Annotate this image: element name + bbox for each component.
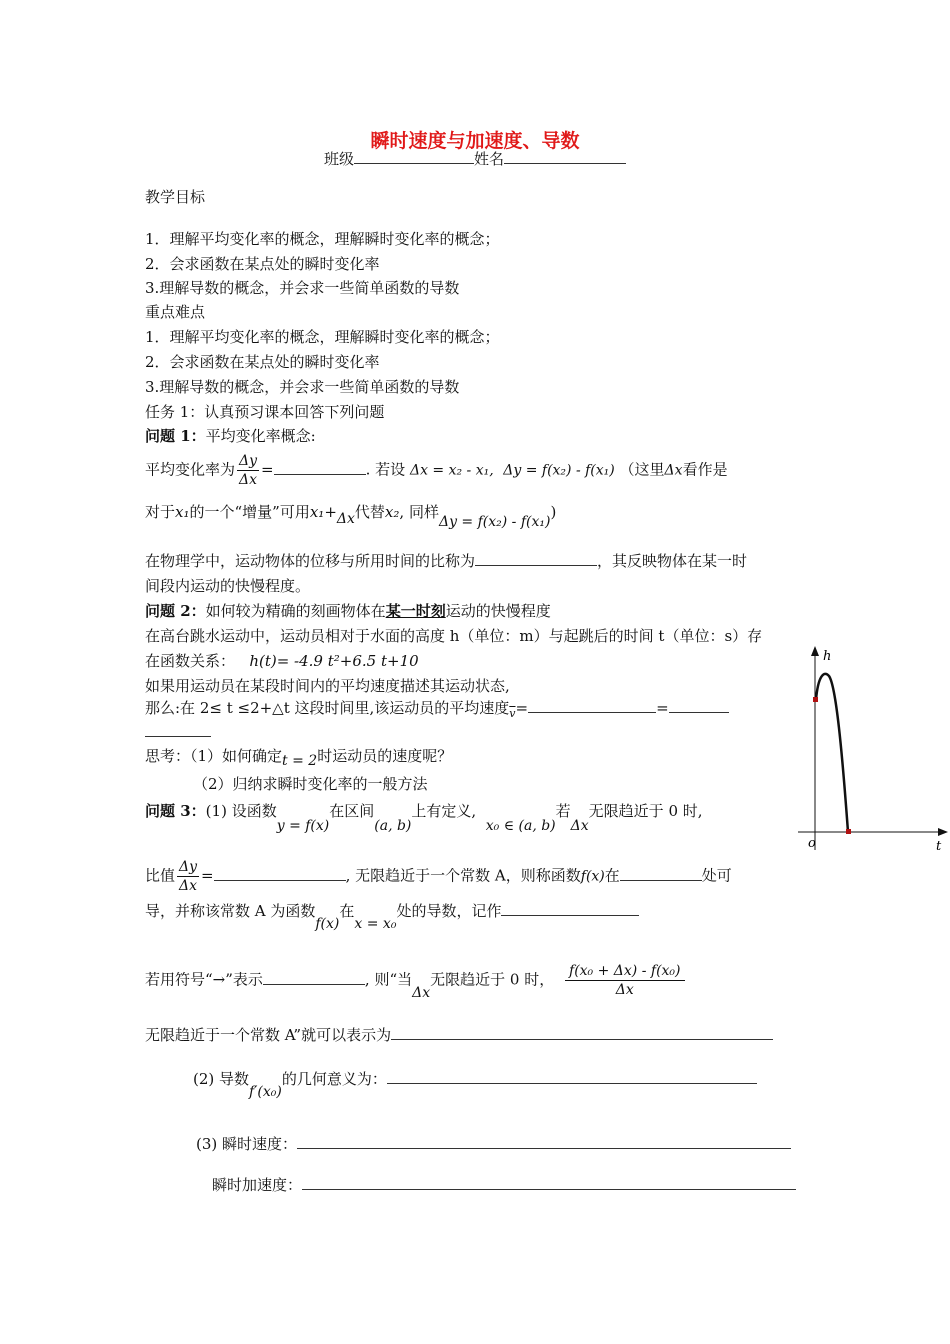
t: (2) 导数 xyxy=(193,1070,250,1088)
q1-text: 平均变化率概念: xyxy=(205,427,316,445)
frac-num: Δy xyxy=(179,859,198,875)
dx-expr: Δx = x₂ - x₁, xyxy=(409,462,494,479)
t: 的几何意义为： xyxy=(281,1070,387,1088)
goal-item: 1．理解平均变化率的概念，理解瞬时变化率的概念； xyxy=(145,230,500,248)
trajectory-curve xyxy=(816,674,848,832)
key-heading: 重点难点 xyxy=(145,303,206,321)
h-label: h xyxy=(823,649,832,664)
t: 那么:在 2≤ t ≤2+△t 这段时间里,该运动员的平均速度 xyxy=(145,699,510,717)
t: 在物理学中，运动物体的位移与所用时间的比称为 xyxy=(145,552,476,570)
speed-blank-cont xyxy=(145,722,211,742)
limit-blank[interactable] xyxy=(391,1025,773,1040)
t: 代替 xyxy=(354,503,385,521)
t: 瞬时加速度： xyxy=(212,1176,303,1194)
t: 上有定义, xyxy=(411,802,477,820)
ratio-blank[interactable] xyxy=(214,866,346,881)
avg-speed-line xyxy=(145,698,729,720)
task-1: 任务 1：认真预习课本回答下列问题 xyxy=(145,403,385,421)
dy-dx-fraction-2 xyxy=(177,858,199,895)
question-1 xyxy=(145,426,316,446)
geo-blank[interactable] xyxy=(387,1069,757,1084)
name-line xyxy=(0,148,950,169)
x2: x₂ xyxy=(384,503,400,521)
derivative-def-line xyxy=(145,901,639,932)
think-2: （2）归纳求瞬时变化率的一般方法 xyxy=(193,775,428,793)
key-item: 1．理解平均变化率的概念，理解瞬时变化率的概念； xyxy=(145,328,500,346)
name-blank[interactable] xyxy=(504,149,626,164)
t-equals-2: t = 2 xyxy=(282,753,318,769)
t: 比值 xyxy=(145,866,176,885)
t: ，其反映物体在某一时 xyxy=(597,552,748,570)
f-prime-x0: f′(x₀) xyxy=(249,1084,282,1100)
q1-label: 问题 1： xyxy=(145,427,206,445)
frac-den: Δx xyxy=(615,982,634,998)
vbar: v xyxy=(509,707,516,720)
derivative-notation-blank[interactable] xyxy=(501,901,639,916)
page-title: 瞬时速度与加速度、导数 xyxy=(370,130,580,152)
dive-text: 在高台跳水运动中，运动员相对于水面的高度 h（单位：m）与起跳后的时间 t（单位：s）存 xyxy=(145,627,763,645)
t: , 同样 xyxy=(399,503,439,521)
height-time-graph xyxy=(790,640,950,860)
t: 无限趋近于 0 时， xyxy=(430,970,555,989)
avg-rate-label: 平均变化率为 xyxy=(145,460,236,479)
t: 无限趋近于一个常数 A”就可以表示为 xyxy=(145,1026,392,1044)
q3-label: 问题 3： xyxy=(145,802,206,820)
t: 如何较为精确的刻画物体在 xyxy=(205,602,386,620)
point-blank[interactable] xyxy=(620,866,702,881)
question-3 xyxy=(145,801,703,834)
dive-text: 如果用运动员在某段时间内的平均速度描述其运动状态, xyxy=(145,677,510,695)
t: 在区间 xyxy=(329,802,375,820)
note-end: 看作是 xyxy=(682,460,728,479)
think-1 xyxy=(145,746,452,767)
t: 运动的快慢程度 xyxy=(445,602,551,620)
if-set: . 若设 xyxy=(365,460,406,479)
goals-heading: 教学目标 xyxy=(145,188,206,206)
interval-ab: (a, b) xyxy=(374,818,412,834)
inst-speed-blank[interactable] xyxy=(297,1134,791,1149)
q2-label: 问题 2： xyxy=(145,602,206,620)
t-label: t xyxy=(936,839,942,854)
dy-dx-fraction xyxy=(237,452,259,489)
symbol-blank[interactable] xyxy=(263,970,365,985)
height-formula: h(t)= -4.9 t²+6.5 t+10 xyxy=(249,652,419,670)
q2-underlined: 某一时刻 xyxy=(385,602,446,620)
t: 在 xyxy=(339,902,355,920)
y-fx: y = f(x) xyxy=(276,818,330,834)
t: 若用符号“→”表示 xyxy=(145,970,263,989)
speed-blank-2[interactable] xyxy=(669,698,729,713)
eq-sign: = xyxy=(261,460,274,479)
key-item: 2．会求函数在某点处的瞬时变化率 xyxy=(145,353,380,371)
speed-blank-1[interactable] xyxy=(528,698,656,713)
eq: = xyxy=(515,699,529,717)
inst-accel-blank[interactable] xyxy=(302,1175,796,1190)
limit-line xyxy=(145,1025,773,1045)
x-eq-x0: x = x₀ xyxy=(354,916,397,932)
geo-line xyxy=(193,1069,757,1100)
eq: = xyxy=(656,699,669,717)
t: 处可 xyxy=(701,866,732,885)
eq: = xyxy=(201,866,214,885)
avg-speed-blank[interactable] xyxy=(475,551,597,566)
dive-formula-line xyxy=(145,651,419,671)
dy-expr: Δy = f(x₂) - f(x₁) xyxy=(503,462,615,479)
t: 时运动员的速度呢？ xyxy=(317,747,453,765)
t: 在 xyxy=(604,866,620,885)
fx: f(x) xyxy=(315,916,340,932)
origin-label: o xyxy=(808,836,816,851)
t: , 无限趋近于一个常数 A，则称函数 xyxy=(345,866,581,885)
t: 的一个“增量”可用 xyxy=(189,503,310,521)
t-arrow-icon xyxy=(938,828,948,836)
t: 对于 xyxy=(145,503,176,521)
difference-quotient xyxy=(565,962,685,999)
x0-in-ab: x₀ ∈ (a, b) xyxy=(485,818,556,834)
dx: Δx xyxy=(336,511,355,527)
physics-line xyxy=(145,551,747,571)
dx: Δx xyxy=(570,818,589,834)
goal-item: 2．会求函数在某点处的瞬时变化率 xyxy=(145,255,380,273)
name-label: 姓名 xyxy=(474,150,505,168)
symbol-line xyxy=(145,962,687,999)
end-point xyxy=(846,829,851,834)
frac-num: f(x₀ + Δx) - f(x₀) xyxy=(565,962,685,981)
dy-expr-2: Δy = f(x₂) - f(x₁) xyxy=(438,514,551,530)
increment-line xyxy=(145,502,557,530)
t: 处的导数，记作 xyxy=(396,902,502,920)
avg-rate-blank[interactable] xyxy=(274,460,366,475)
frac-den: Δx xyxy=(179,878,198,894)
x1: x₁ xyxy=(175,503,190,521)
goal-item: 3.理解导数的概念，并会求一些简单函数的导数 xyxy=(145,279,460,297)
note: （这里 xyxy=(619,460,665,479)
fx: f(x) xyxy=(580,868,605,885)
ratio-line xyxy=(145,858,732,895)
t: 无限趋近于 0 时, xyxy=(588,802,703,820)
t: (3) 瞬时速度： xyxy=(196,1135,298,1153)
frac-den: Δx xyxy=(239,472,258,488)
key-item: 3.理解导数的概念，并会求一些简单函数的导数 xyxy=(145,378,460,396)
t: , 则“当 xyxy=(364,970,413,989)
t: 若 xyxy=(555,802,571,820)
start-point xyxy=(813,697,818,702)
note-dx: Δx xyxy=(664,462,683,479)
class-label: 班级 xyxy=(323,150,354,168)
class-blank[interactable] xyxy=(354,149,474,164)
question-2 xyxy=(145,601,551,621)
t: 在函数关系： xyxy=(145,652,236,670)
x1-plus: x₁+ xyxy=(309,503,337,521)
dx: Δx xyxy=(412,984,431,1001)
t: (1) 设函数 xyxy=(205,802,277,820)
close-paren: ) xyxy=(550,503,557,521)
h-arrow-icon xyxy=(811,646,819,656)
frac-num: Δy xyxy=(239,453,258,469)
avg-rate-line xyxy=(145,452,728,489)
inst-accel-line xyxy=(212,1175,796,1195)
t: 导，并称该常数 A 为函数 xyxy=(145,902,316,920)
t: 思考：（1）如何确定 xyxy=(145,747,283,765)
speed-blank-3[interactable] xyxy=(145,722,211,737)
inst-speed-line xyxy=(196,1134,791,1154)
physics-line-2: 间段内运动的快慢程度。 xyxy=(145,577,311,595)
